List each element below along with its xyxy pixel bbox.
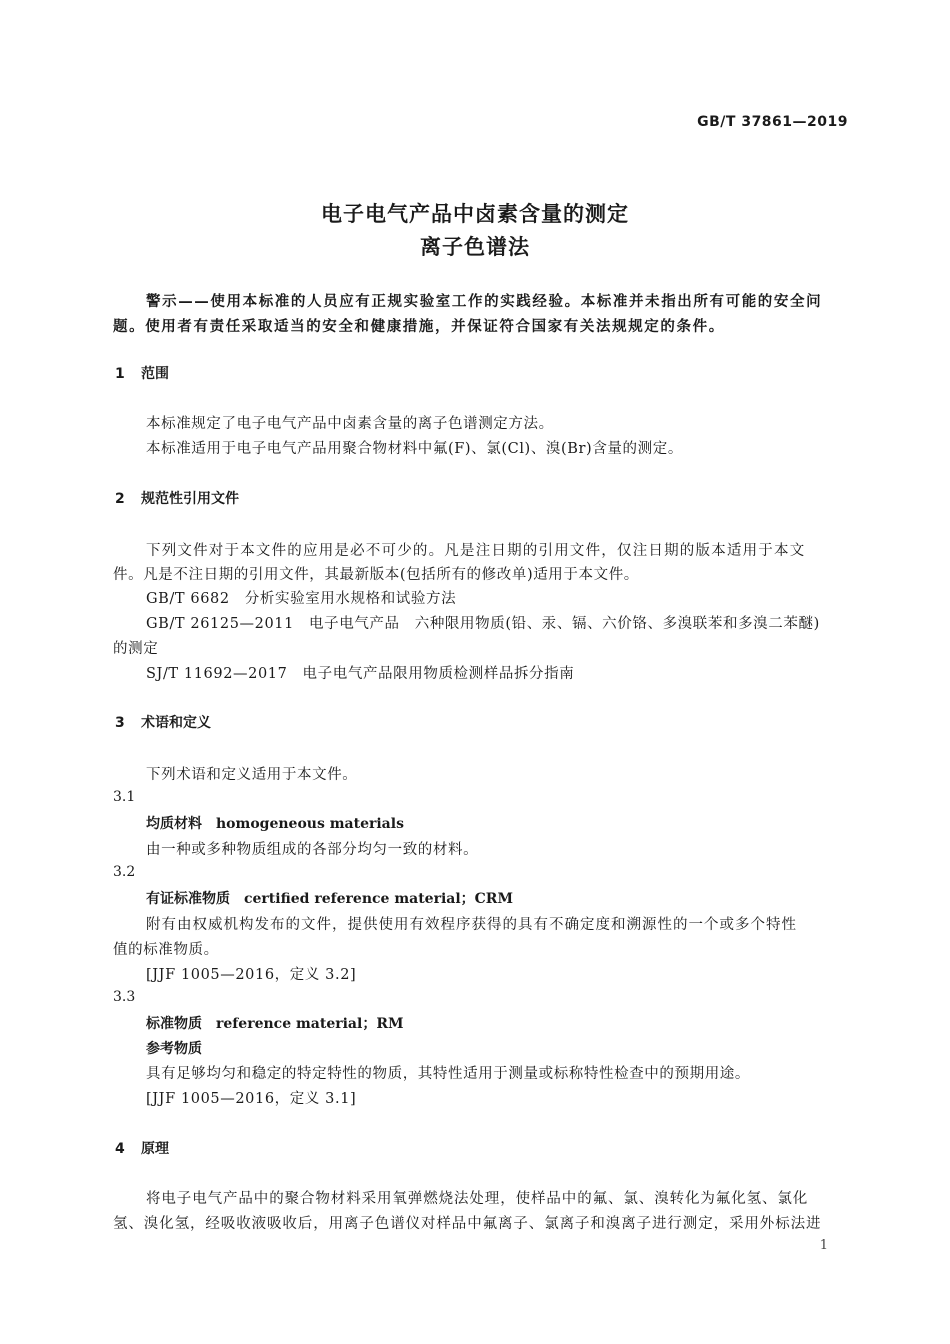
paragraph: 件。凡是不注日期的引用文件，其最新版本(包括所有的修改单)适用于本文件。 (113, 567, 639, 583)
normative-reference-continued: 的测定 (113, 641, 159, 657)
normative-reference: GB/T 26125—2011 电子电气产品 六种限用物质(铅、汞、镉、六价铬、多溴联苯和多溴二苯醚) (146, 616, 820, 632)
normative-reference: SJ/T 11692—2017 电子电气产品限用物质检测样品拆分指南 (146, 666, 575, 682)
normative-reference: GB/T 6682 分析实验室用水规格和试验方法 (146, 591, 457, 607)
section-heading (115, 488, 239, 508)
paragraph: 下列文件对于本文件的应用是必不可少的。凡是注日期的引用文件，仅注日期的版本适用于本文 (146, 543, 806, 559)
title-line-2: 离子色谱法 (420, 235, 530, 259)
section-number: 3 (115, 715, 125, 731)
term-source: [JJF 1005—2016，定义 3.1] (146, 1091, 357, 1107)
section-title: 规范性引用文件 (141, 491, 239, 507)
warning-line-1: 警示——使用本标准的人员应有正规实验室工作的实践经验。本标准并未指出所有可能的安全问 (146, 294, 823, 310)
section-heading (115, 1138, 169, 1158)
standard-number: GB/T 37861—2019 (697, 114, 848, 130)
section-title: 范围 (141, 366, 169, 382)
term-name: 均质材料 homogeneous materials (146, 816, 404, 832)
term-name: 有证标准物质 certified reference material；CRM (146, 891, 513, 907)
section-number: 4 (115, 1141, 125, 1157)
paragraph-continued: 氢、溴化氢，经吸收液吸收后，用离子色谱仪对样品中氟离子、氯离子和溴离子进行测定，采用外标法进 (113, 1216, 822, 1232)
section-title: 术语和定义 (141, 715, 211, 731)
term-definition-continued: 值的标准物质。 (113, 942, 219, 958)
section-number: 2 (115, 491, 125, 507)
term-number: 3.2 (113, 864, 136, 880)
section-title: 原理 (141, 1141, 169, 1157)
term-definition: 由一种或多种物质组成的各部分均匀一致的材料。 (146, 842, 479, 858)
warning-line-2: 题。使用者有责任采取适当的安全和健康措施，并保证符合国家有关法规规定的条件。 (113, 319, 725, 335)
term-number: 3.3 (113, 989, 136, 1005)
page-number: 1 (819, 1238, 828, 1253)
section-heading (115, 363, 169, 383)
paragraph: 将电子电气产品中的聚合物材料采用氧弹燃烧法处理，使样品中的氟、氯、溴转化为氟化氢、氯化 (146, 1191, 809, 1207)
term-definition: 具有足够均匀和稳定的特定特性的物质，其特性适用于测量或标称特性检查中的预期用途。 (146, 1066, 750, 1082)
paragraph: 本标准适用于电子电气产品用聚合物材料中氟(F)、氯(Cl)、溴(Br)含量的测定。 (146, 441, 683, 457)
paragraph: 本标准规定了电子电气产品中卤素含量的离子色谱测定方法。 (146, 416, 554, 432)
term-number: 3.1 (113, 789, 136, 805)
term-definition: 附有由权威机构发布的文件，提供使用有效程序获得的具有不确定度和溯源性的一个或多个特性 (146, 917, 797, 933)
section-heading (115, 712, 211, 732)
term-alternative-name: 参考物质 (146, 1041, 202, 1057)
paragraph: 下列术语和定义适用于本文件。 (146, 767, 358, 783)
term-name: 标准物质 reference material；RM (146, 1016, 404, 1032)
title-line-1: 电子电气产品中卤素含量的测定 (321, 202, 629, 226)
term-source: [JJF 1005—2016，定义 3.2] (146, 967, 357, 983)
section-number: 1 (115, 366, 125, 382)
